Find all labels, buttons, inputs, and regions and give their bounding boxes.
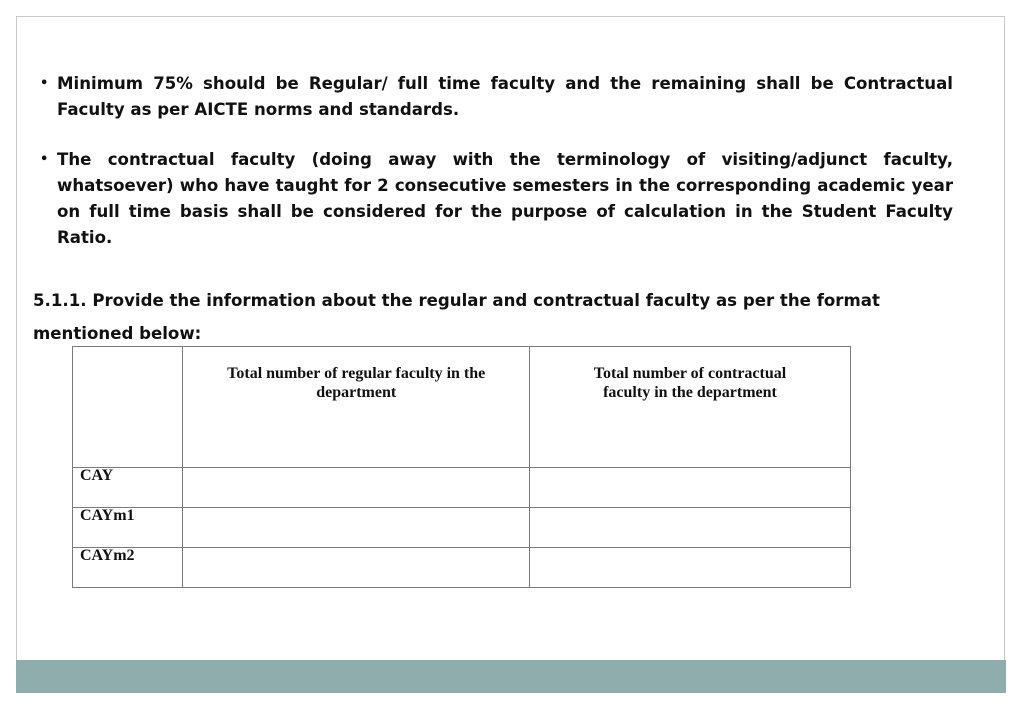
header-cell-blank [73, 347, 183, 468]
row-label-caym2: CAYm2 [73, 548, 183, 588]
cell-regular-caym2[interactable] [183, 548, 530, 588]
cell-regular-cay[interactable] [183, 468, 530, 508]
table-header-row [73, 347, 851, 468]
bullet-item-regular-faculty [40, 71, 953, 123]
header-regular-label: Total number of regular faculty in the department [227, 365, 486, 401]
cell-contractual-cay[interactable] [529, 468, 850, 508]
row-label-cay: CAY [73, 468, 183, 508]
cell-contractual-caym1[interactable] [529, 508, 850, 548]
bullet-list [40, 71, 953, 275]
table-row [73, 508, 851, 548]
bullet-dot-icon: • [40, 152, 49, 167]
header-contractual-label: Total number of contractual faculty in the department [593, 365, 787, 401]
cell-regular-caym1[interactable] [183, 508, 530, 548]
bullet-text: Minimum 75% should be Regular/ full time faculty and the remaining shall be Contractual Faculty as per AICTE norms and standards. [57, 74, 953, 119]
faculty-table [72, 346, 851, 588]
cell-contractual-caym2[interactable] [529, 548, 850, 588]
table-row [73, 468, 851, 508]
bullet-item-contractual-faculty [40, 147, 953, 251]
footer-bar [16, 660, 1006, 693]
header-cell-regular [183, 347, 530, 468]
row-label-caym1: CAYm1 [73, 508, 183, 548]
bullet-dot-icon: • [40, 76, 49, 91]
bullet-text: The contractual faculty (doing away with the terminology of visiting/adjunct faculty, whatsoever) who have taught for 2 consecutive semesters in the corresponding academic year on full time basis shall be considered for the purpose of calculation in the Student Faculty Ratio. [57, 150, 953, 247]
header-cell-contractual [529, 347, 850, 468]
table-row [73, 548, 851, 588]
question-heading: 5.1.1. Provide the information about the regular and contractual faculty as per the format mentioned below: [33, 291, 880, 343]
